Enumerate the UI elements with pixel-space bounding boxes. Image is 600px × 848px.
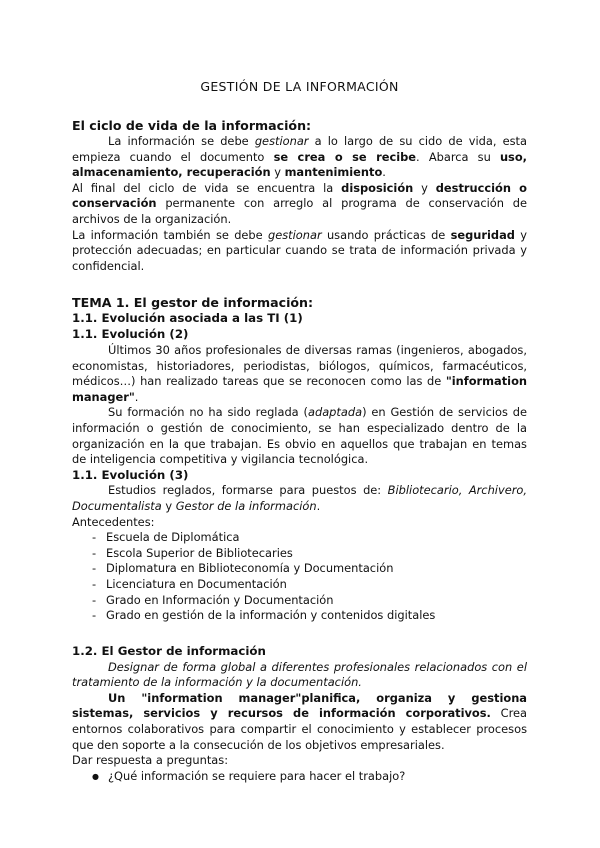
paragraph-gestor-2: Un "information manager"planifica, organiza y gestiona sistemas, servicios y recursos de información corporativos. Crea entornos colaborativos para compartir el conocimiento y establecer procesos que den soporte a la consecución de los objetivos empresariales. xyxy=(72,690,528,752)
list-item: - Diplomatura en Biblioteconomía y Documentación xyxy=(92,561,527,577)
paragraph-ciclo-3: La información también se debe gestionar usando prácticas de seguridad y protección adecuadas; en particular cuando se trata de información privada y confidencial. xyxy=(72,227,527,273)
list-item: ● ¿Qué información se requiere para hacer el trabajo? xyxy=(92,769,527,785)
subheading-evolucion-1: 1.1. Evolución asociada a las TI (1) xyxy=(72,311,303,326)
preguntas-label: Dar respuesta a preguntas: xyxy=(72,753,229,768)
paragraph-evolucion-2: Su formación no ha sido reglada (adaptada) en Gestión de servicios de información o gestión de conocimiento, se han especializado dentro de la organización en la que trabajan. Es obvio en aquellos que trabajan en temas de inteligencia competitiva y vigilancia tecnológica. xyxy=(72,405,528,467)
paragraph-gestor-1: Designar de forma global a diferentes profesionales relacionados con el tratamiento de la información y la documentación. xyxy=(72,659,527,690)
subheading-evolucion-3: 1.1. Evolución (3) xyxy=(72,467,189,482)
list-item: - Escola Superior de Bibliotecaries xyxy=(92,546,527,562)
subheading-gestor-informacion: 1.2. El Gestor de información xyxy=(72,643,266,658)
list-item: - Grado en gestión de la información y contenidos digitales xyxy=(92,608,527,624)
subheading-evolucion-2: 1.1. Evolución (2) xyxy=(72,327,189,342)
preguntas-list xyxy=(72,769,527,785)
paragraph-ciclo-2: Al final del ciclo de vida se encuentra la disposición y destrucción o conservación permanente con arreglo al programa de conservación de archivos de la organización. xyxy=(72,180,528,226)
heading-tema-1: TEMA 1. El gestor de información: xyxy=(72,295,314,311)
paragraph-evolucion-1: Últimos 30 años profesionales de diversas ramas (ingenieros, abogados, economistas, historiadores, periodistas, biólogos, químicos, farmacéuticos, médicos…) han realizado tareas que se reconocen como las de "information manager". xyxy=(72,342,527,404)
document-title: GESTIÓN DE LA INFORMACIÓN xyxy=(200,79,399,94)
list-item: - Licenciatura en Documentación xyxy=(92,577,527,593)
list-item: - Grado en Información y Documentación xyxy=(92,593,527,609)
paragraph-ciclo-1: La información se debe gestionar a lo largo de su cido de vida, esta empieza cuando el documento se crea o se recibe. Abarca su uso, almacenamiento, recuperación y mantenimiento. xyxy=(72,134,528,180)
antecedentes-list xyxy=(72,530,527,624)
paragraph-evolucion-3: Estudios reglados, formarse para puestos de: Bibliotecario, Archivero, Documentalista y Gestor de la información. xyxy=(72,483,527,514)
list-item: - Escuela de Diplomática xyxy=(92,530,527,546)
antecedentes-label: Antecedentes: xyxy=(72,514,155,529)
heading-ciclo-vida: El ciclo de vida de la información: xyxy=(72,118,312,133)
